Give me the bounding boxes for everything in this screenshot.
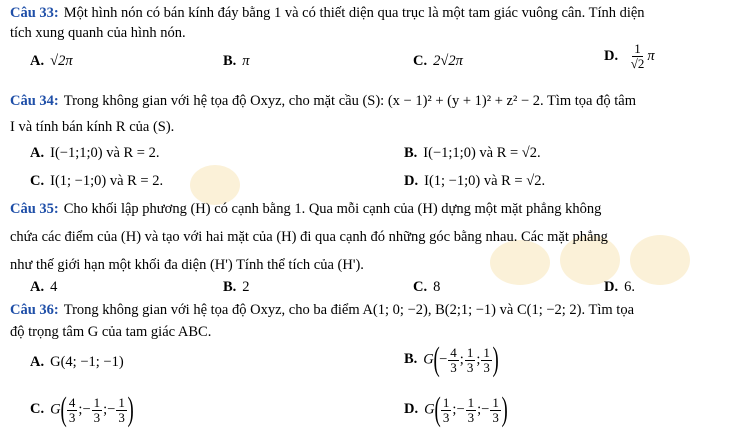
watermark-blob: [490, 240, 550, 285]
fraction: $\frac{1}{3}$: [466, 344, 474, 375]
watermark-blob: [190, 165, 240, 205]
option-b: B. I(−1;1;0) và R = √2.: [404, 145, 541, 161]
fraction: $\frac{4}{3}$: [450, 344, 457, 375]
question-text: tích xung quanh của hình nón.: [10, 25, 186, 41]
option-c: C. 2√2π: [413, 53, 463, 69]
question-text: độ trọng tâm G của tam giác ABC.: [10, 324, 212, 340]
fraction: $\frac{1}{√2}$: [630, 41, 645, 71]
fraction: $\frac{1}{3}$: [483, 344, 490, 375]
fraction: $\frac{1}{3}$: [118, 394, 125, 425]
question-text: chứa các điểm của (H) và tạo với hai mặt của (H) đi qua cạnh đó những góc bằng nhau. Các mặt phẳng: [10, 229, 608, 245]
option-d: D. I(1; −1;0) và R = √2.: [404, 173, 546, 189]
fraction: $\frac{1}{3}$: [442, 394, 450, 425]
question-number: Câu 33:: [10, 5, 59, 21]
option-a: A. 4: [30, 279, 58, 295]
option-d: D. 6.: [604, 279, 635, 295]
question-text: Trong không gian với hệ tọa độ Oxyz, cho mặt cầu (S): (x − 1)² + (y + 1)² + z² − 2. Tìm tọa độ tâm: [63, 93, 636, 109]
question-number: Câu 35:: [10, 201, 59, 217]
option-c: C. 8: [413, 279, 441, 295]
fraction: $\frac{1}{3}$: [93, 394, 101, 425]
question-text: I và tính bán kính R của (S).: [10, 119, 175, 135]
question-text: Cho khối lập phương (H) có cạnh bằng 1. Qua mỗi cạnh của (H) dựng một mặt phẳng không: [63, 201, 602, 217]
option-c: C. I(1; −1;0) và R = 2.: [30, 173, 164, 189]
option-b: B. 2: [223, 279, 250, 295]
question-text: như thế giới hạn một khối đa diện (H') Tính thể tích của (H').: [10, 257, 364, 273]
option-d: D. $\frac{1}{√2}$ π: [604, 41, 655, 71]
question-number: Câu 36:: [10, 302, 59, 318]
question-number: Câu 34:: [10, 93, 59, 109]
option-c: C. G( $\frac{4}{3}$ ;− $\frac{1}{3}$ ;− $\frac{1}{3}$ ): [30, 391, 134, 428]
fraction: $\frac{1}{3}$: [467, 394, 475, 425]
option-b: B. π: [223, 53, 250, 69]
option-b: B. G(− $\frac{4}{3}$ ; $\frac{1}{3}$ ; $\frac{1}{3}$ ): [404, 341, 499, 378]
fraction: $\frac{4}{3}$: [68, 394, 76, 425]
question-text: Trong không gian với hệ tọa độ Oxyz, cho ba điểm A(1; 0; −2), B(2;1; −1) và C(1; −2; 2). Tìm tọa: [63, 302, 635, 318]
question-text: Một hình nón có bán kính đáy bằng 1 và có thiết diện qua trục là một tam giác vuông cân. Tính diện: [63, 5, 645, 21]
option-a: A. √2π: [30, 53, 73, 69]
option-a: A. G(4; −1; −1): [30, 354, 124, 370]
fraction: $\frac{1}{3}$: [492, 394, 499, 425]
watermark-blob: [630, 235, 690, 285]
option-a: A. I(−1;1;0) và R = 2.: [30, 145, 160, 161]
option-d: D. G( $\frac{1}{3}$ ;− $\frac{1}{3}$ ;− $\frac{1}{3}$ ): [404, 391, 508, 428]
